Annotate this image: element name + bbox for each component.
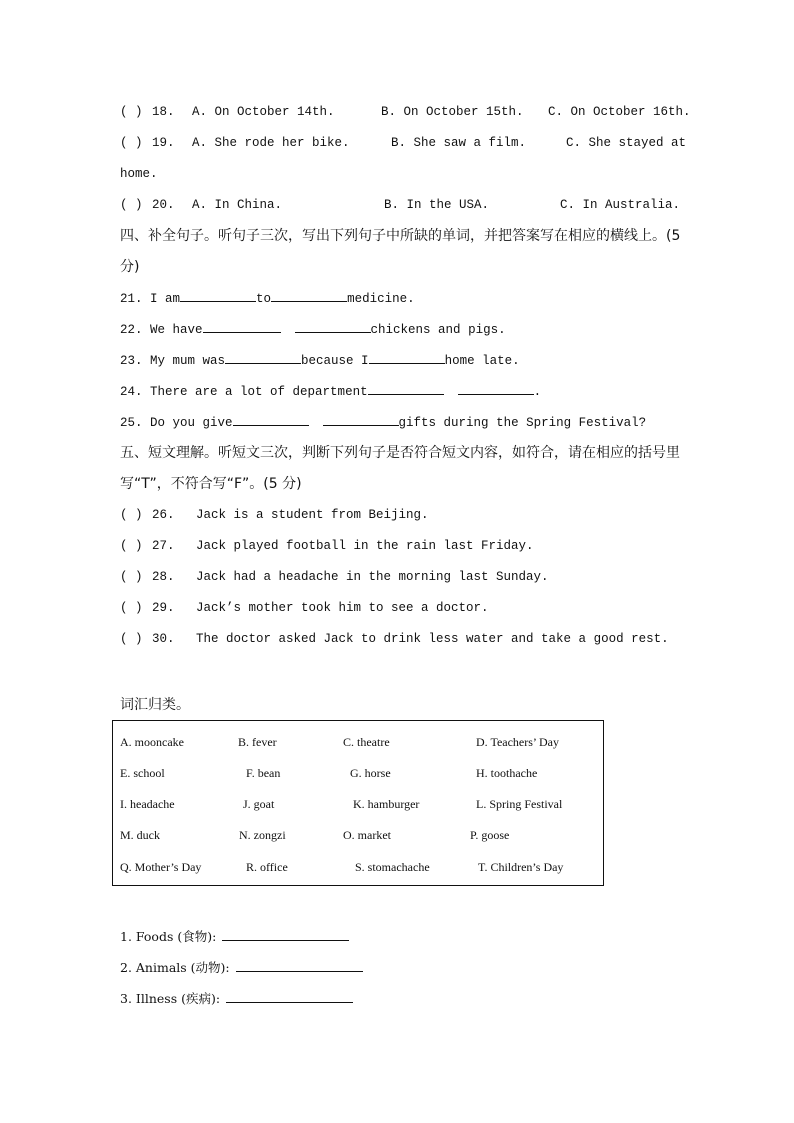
vocab-item: M. duck (120, 828, 160, 842)
question-number: 30. (152, 632, 175, 646)
question-26 (120, 504, 680, 535)
answer-paren[interactable]: ( ) (120, 198, 143, 212)
vocab-item: E. school (120, 766, 165, 780)
category-animals (120, 957, 363, 976)
statement-text: Jack is a student from Beijing. (196, 508, 429, 522)
option-b: B. In the USA. (384, 198, 490, 212)
vocab-row (113, 735, 603, 755)
vocab-item: H. toothache (476, 766, 538, 780)
section-4-title-cont: 分) (120, 259, 140, 275)
question-27 (120, 535, 680, 566)
vocab-title: 词汇归类。 (120, 697, 190, 713)
category-foods (120, 926, 349, 945)
vocab-item: I. headache (120, 797, 175, 811)
vocab-item: J. goat (243, 797, 275, 811)
question-number: 26. (152, 508, 175, 522)
worksheet (120, 101, 691, 659)
question-number: 21. (120, 292, 143, 306)
category-label: 3. Illness (疾病): (120, 991, 221, 1006)
answer-blank[interactable] (180, 287, 256, 302)
category-label: 1. Foods (食物): (120, 929, 217, 944)
answer-blank[interactable] (225, 349, 301, 364)
question-number: 27. (152, 539, 175, 553)
sentence-part: There are a lot of department (150, 385, 368, 399)
vocab-item: F. bean (246, 766, 281, 780)
option-a: A. On October 14th. (192, 105, 335, 119)
vocab-item: R. office (246, 860, 288, 874)
question-23 (120, 349, 680, 380)
sentence-part: Do you give (150, 416, 233, 430)
statement-text: The doctor asked Jack to drink less water and take a good rest. (196, 632, 669, 646)
vocab-row (113, 766, 603, 786)
option-a: A. In China. (192, 198, 283, 212)
answer-paren[interactable]: ( ) (120, 105, 143, 119)
question-number: 22. (120, 323, 143, 337)
question-19 (120, 132, 687, 163)
answer-paren[interactable]: ( ) (120, 570, 143, 584)
sentence-part: . (533, 385, 542, 399)
section-5-title-cont: 写“T”，不符合写“F”。(5 分) (120, 476, 302, 492)
statement-text: Jack’s mother took him to see a doctor. (196, 601, 489, 615)
vocab-box (112, 720, 604, 886)
option-b: B. She saw a film. (391, 136, 527, 150)
answer-blank[interactable] (368, 380, 444, 395)
option-b: B. On October 15th. (381, 105, 524, 119)
answer-blank[interactable] (233, 411, 309, 426)
answer-paren[interactable]: ( ) (120, 539, 143, 553)
answer-paren[interactable]: ( ) (120, 508, 143, 522)
vocab-item: K. hamburger (353, 797, 420, 811)
question-number: 23. (120, 354, 143, 368)
question-number: 19. (152, 136, 175, 150)
answer-blank[interactable] (271, 287, 347, 302)
vocab-item: B. fever (238, 735, 277, 749)
sentence-part: medicine. (347, 292, 415, 306)
question-19-wrap (120, 163, 680, 194)
vocab-item: A. mooncake (120, 735, 184, 749)
sentence-part: because I (301, 354, 369, 368)
option-c-continued: home. (120, 167, 158, 181)
question-29 (120, 597, 680, 628)
category-label: 2. Animals (动物): (120, 960, 230, 975)
statement-text: Jack had a headache in the morning last Sunday. (196, 570, 549, 584)
vocab-item: L. Spring Festival (476, 797, 563, 811)
question-24 (120, 380, 680, 411)
answer-blank[interactable] (295, 318, 371, 333)
vocab-item: O. market (343, 828, 391, 842)
vocab-row (113, 860, 603, 880)
vocab-item: T. Children’s Day (478, 860, 564, 874)
answer-blank[interactable] (369, 349, 445, 364)
answer-paren[interactable]: ( ) (120, 136, 143, 150)
question-25 (120, 411, 680, 442)
question-20 (120, 194, 680, 225)
question-number: 25. (120, 416, 143, 430)
category-illness (120, 988, 353, 1007)
vocab-item: D. Teachers’ Day (476, 735, 560, 749)
sentence-part: I am (150, 292, 181, 306)
vocab-row (113, 828, 603, 848)
option-c: C. In Australia. (560, 198, 681, 212)
option-a: A. She rode her bike. (192, 136, 350, 150)
question-number: 24. (120, 385, 143, 399)
answer-blank[interactable] (458, 380, 534, 395)
option-c: C. She stayed at (566, 136, 687, 150)
vocab-item: P. goose (470, 828, 510, 842)
question-28 (120, 566, 680, 597)
sentence-part: My mum was (150, 354, 226, 368)
section-5-title: 五、短文理解。听短文三次，判断下列句子是否符合短文内容，如符合，请在相应的括号里 (120, 445, 680, 461)
question-number: 28. (152, 570, 175, 584)
vocab-item: C. theatre (343, 735, 390, 749)
answer-blank[interactable] (236, 957, 363, 972)
sentence-part: home late. (444, 354, 520, 368)
question-22 (120, 318, 680, 349)
vocab-item: Q. Mother’s Day (120, 860, 202, 874)
vocab-item: S. stomachache (355, 860, 430, 874)
option-c: C. On October 16th. (548, 105, 691, 119)
question-number: 29. (152, 601, 175, 615)
question-18 (120, 101, 691, 132)
answer-paren[interactable]: ( ) (120, 632, 143, 646)
vocab-row (113, 797, 603, 817)
question-number: 18. (152, 105, 175, 119)
statement-text: Jack played football in the rain last Friday. (196, 539, 534, 553)
question-21 (120, 287, 680, 318)
answer-blank[interactable] (323, 411, 399, 426)
question-30 (120, 628, 680, 659)
answer-blank[interactable] (226, 988, 353, 1003)
vocab-item: N. zongzi (239, 828, 286, 842)
sentence-part: We have (150, 323, 203, 337)
section-4-title: 四、补全句子。听句子三次，写出下列句子中所缺的单词，并把答案写在相应的横线上。(5 (120, 228, 681, 244)
vocab-item: G. horse (350, 766, 391, 780)
answer-blank[interactable] (222, 926, 349, 941)
sentence-part: gifts during the Spring Festival? (398, 416, 647, 430)
question-number: 20. (152, 198, 175, 212)
answer-blank[interactable] (203, 318, 281, 333)
sentence-part: chickens and pigs. (370, 323, 506, 337)
answer-paren[interactable]: ( ) (120, 601, 143, 615)
sentence-part: to (256, 292, 272, 306)
